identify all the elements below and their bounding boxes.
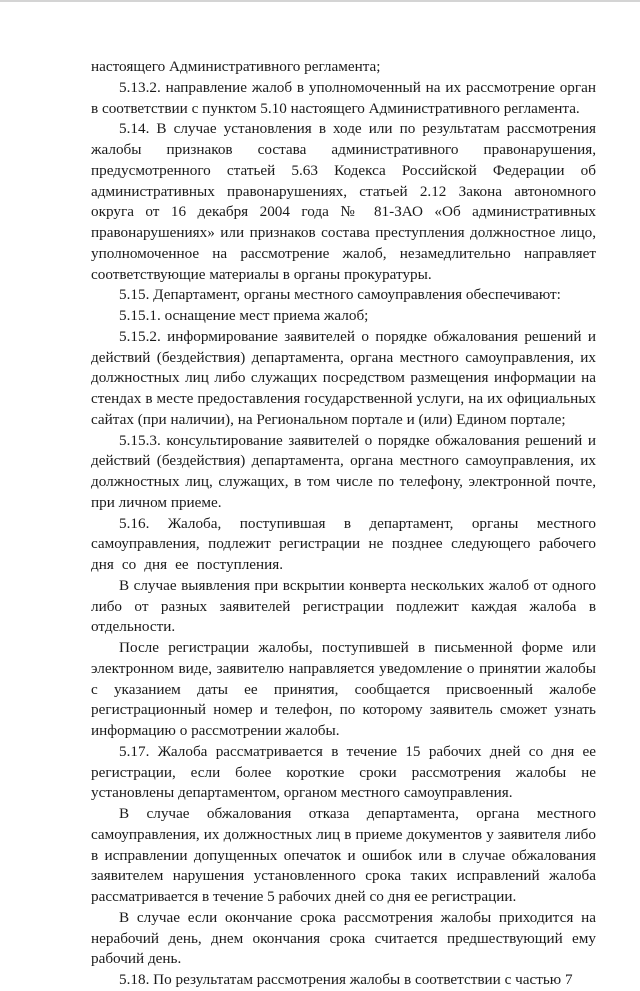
scan-top-edge	[0, 0, 640, 2]
paragraph-nonworking-day: В случае если окончание срока рассмотрения жалобы приходится на нерабочий день, днем окончания срока считается предшествующий ему рабочий день.	[91, 908, 596, 968]
paragraph-5-16: 5.16. Жалоба, поступившая в департамент, органы местного самоуправления, подлежит регистрации не позднее следующего рабочего дня со дня ее поступления.	[91, 514, 596, 573]
paragraph-5-15-1: 5.15.1. оснащение мест приема жалоб;	[119, 307, 369, 324]
paragraph-5-15-3: 5.15.3. консультирование заявителей о порядке обжалования решений и действий (бездействия) департамента, органа местного самоуправления, их должностных лиц, служащих, в том числе по телефону, электронной почте, при личном приеме.	[91, 431, 596, 511]
paragraph-5-14: 5.14. В случае установления в ходе или по результатам рассмотрения жалобы признаков состава административного правонарушения, предусмотренного статьей 5.63 Кодекса Российской Федерации об административных правонарушениях, статьей 2.12 Закона автономного округа от 16 декабря 2004 года № 81-ЗАО «Об административных правонарушениях» или признаков состава преступления должностное лицо, уполномоченное на рассмотрение жалоб, незамедлительно направляет соответствующие материалы в органы прокуратуры.	[91, 120, 596, 283]
paragraph-registration-notice: После регистрации жалобы, поступившей в письменной форме или электронном виде, заявителю направляется уведомление о принятии жалобы с указанием даты ее принятия, сообщается присвоенный жалобе регистрационный номер и телефон, по которому заявитель сможет узнать информацию о рассмотрении жалобы.	[91, 639, 596, 739]
paragraph-5-18: 5.18. По результатам рассмотрения жалобы в соответствии с частью 7	[119, 971, 573, 988]
paragraph-5-15-2: 5.15.2. информирование заявителей о порядке обжалования решений и действий (бездействия) департамента, органа местного самоуправления, их должностных лиц либо служащих посредством размещения информации на стендах в месте предоставления государственной услуги, на их официальных сайтах (при наличии), на Региональном портале и (или) Едином портале;	[91, 327, 596, 428]
paragraph-refusal-appeal: В случае обжалования отказа департамента, органа местного самоуправления, их должностных лиц в приеме документов у заявителя либо в исправлении допущенных опечаток и ошибок или в случае обжалования заявителем нарушения установленного срока таких исправлений жалоба рассматривается в течение 5 рабочих дней со дня ее регистрации.	[91, 805, 596, 905]
paragraph-5-17: 5.17. Жалоба рассматривается в течение 15 рабочих дней со дня ее регистрации, если более короткие сроки рассмотрения жалобы не установлены департаментом, органом местного самоуправления.	[91, 742, 596, 802]
paragraph-continuation: настоящего Административного регламента;	[91, 58, 381, 75]
regulation-text	[91, 57, 596, 991]
paragraph-multiple-complaints: В случае выявления при вскрытии конверта нескольких жалоб от одного либо от разных заявителей регистрации подлежит каждая жалоба в отдельности.	[91, 576, 596, 636]
paragraph-5-13-2: 5.13.2. направление жалоб в уполномоченный на их рассмотрение орган в соответствии с пунктом 5.10 настоящего Административного регламента.	[91, 78, 596, 117]
paragraph-5-15: 5.15. Департамент, органы местного самоуправления обеспечивают:	[119, 286, 561, 304]
